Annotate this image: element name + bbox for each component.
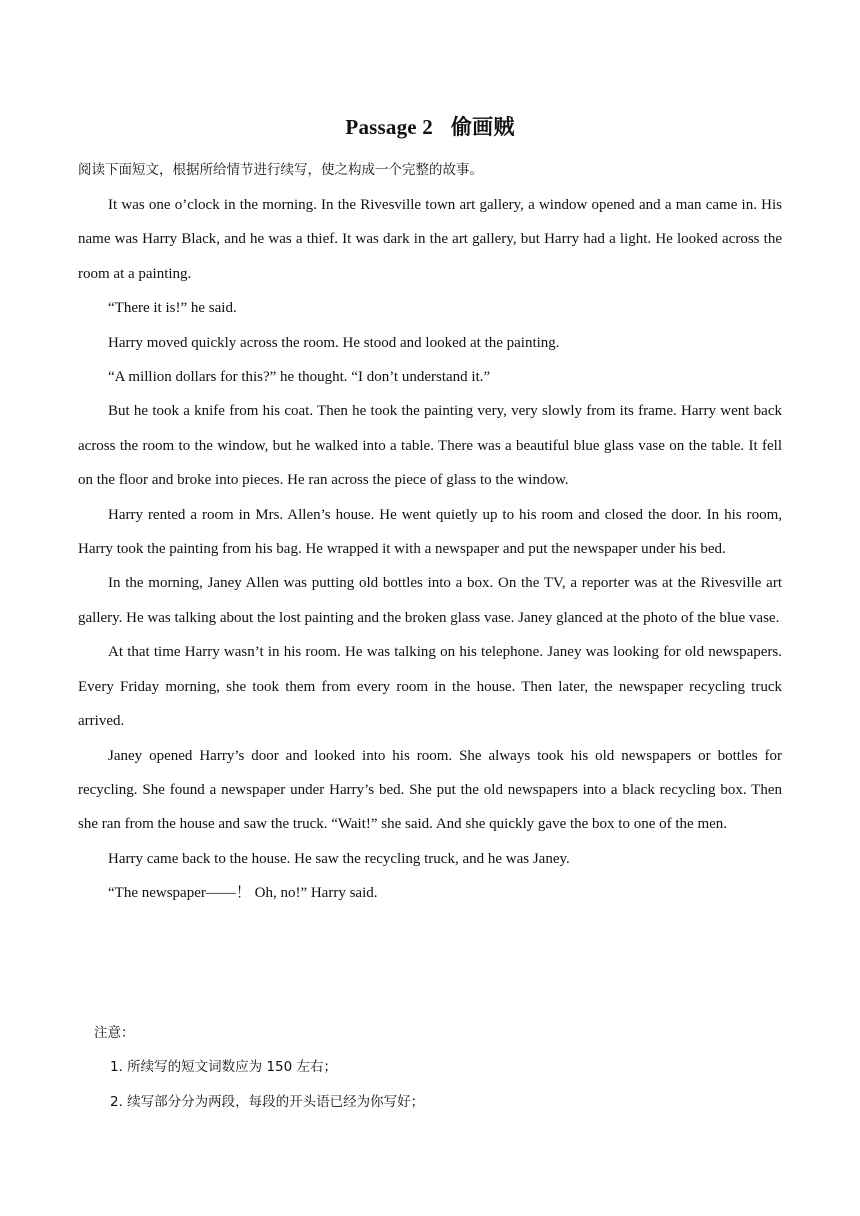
paragraph: Harry moved quickly across the room. He stood and looked at the painting. <box>108 334 560 351</box>
passage-title-chinese: 偷画贼 <box>450 115 515 139</box>
paragraph: At that time Harry wasn’t in his room. He was talking on his telephone. Janey was looking for old newspapers. Every Friday morning, she took them from every room in the house. Then later, the newspaper recycling truck arrived. <box>78 644 782 730</box>
passage-title <box>0 112 860 142</box>
passage-number: Passage 2 <box>345 115 433 139</box>
paragraph: Janey opened Harry’s door and looked into his room. She always took his old newspapers or bottles for recycling. She found a newspaper under Harry’s bed. She put the old newspapers into a black recycling box. Then she ran from the house and saw the truck. “Wait!” she said. And she quickly gave the box to one of the men. <box>78 747 782 833</box>
paragraph: In the morning, Janey Allen was putting old bottles into a box. On the TV, a reporter was at the Rivesville art gallery. He was talking about the lost painting and the broken glass vase. Janey glanced at the photo of the blue vase. <box>78 575 782 626</box>
note-item: 2. 续写部分分为两段，每段的开头语已经为你写好； <box>110 1093 425 1110</box>
paragraph: “The newspaper——！ Oh, no!” Harry said. <box>108 885 378 902</box>
note-item: 1. 所续写的短文词数应为 150 左右； <box>110 1059 338 1076</box>
passage-body <box>78 188 782 911</box>
paragraph: It was one o’clock in the morning. In the Rivesville town art gallery, a window opened and a man came in. His name was Harry Black, and he was a thief. It was dark in the art gallery, but Harry had a light. He looked across the room at a painting. <box>78 197 782 282</box>
paragraph: Harry rented a room in Mrs. Allen’s house. He went quietly up to his room and closed the door. In his room, Harry took the painting from his bag. He wrapped it with a newspaper and put the newspaper under his bed. <box>78 506 782 558</box>
paragraph: But he took a knife from his coat. Then he took the painting very, very slowly from its frame. Harry went back across the room to the window, but he walked into a table. There was a beautiful blue glass vase on the table. It fell on the floor and broke into pieces. He ran across the piece of glass to the window. <box>78 403 782 489</box>
paragraph: Harry came back to the house. He saw the recycling truck, and he was Janey. <box>108 850 570 867</box>
paragraph: “There it is!” he said. <box>108 300 237 317</box>
paragraph: “A million dollars for this?” he thought. “I don’t understand it.” <box>108 369 491 386</box>
notes-section <box>78 1016 782 1119</box>
notes-label: 注意： <box>94 1025 135 1041</box>
instruction-text: 阅读下面短文，根据所给情节进行续写，使之构成一个完整的故事。 <box>78 162 483 178</box>
